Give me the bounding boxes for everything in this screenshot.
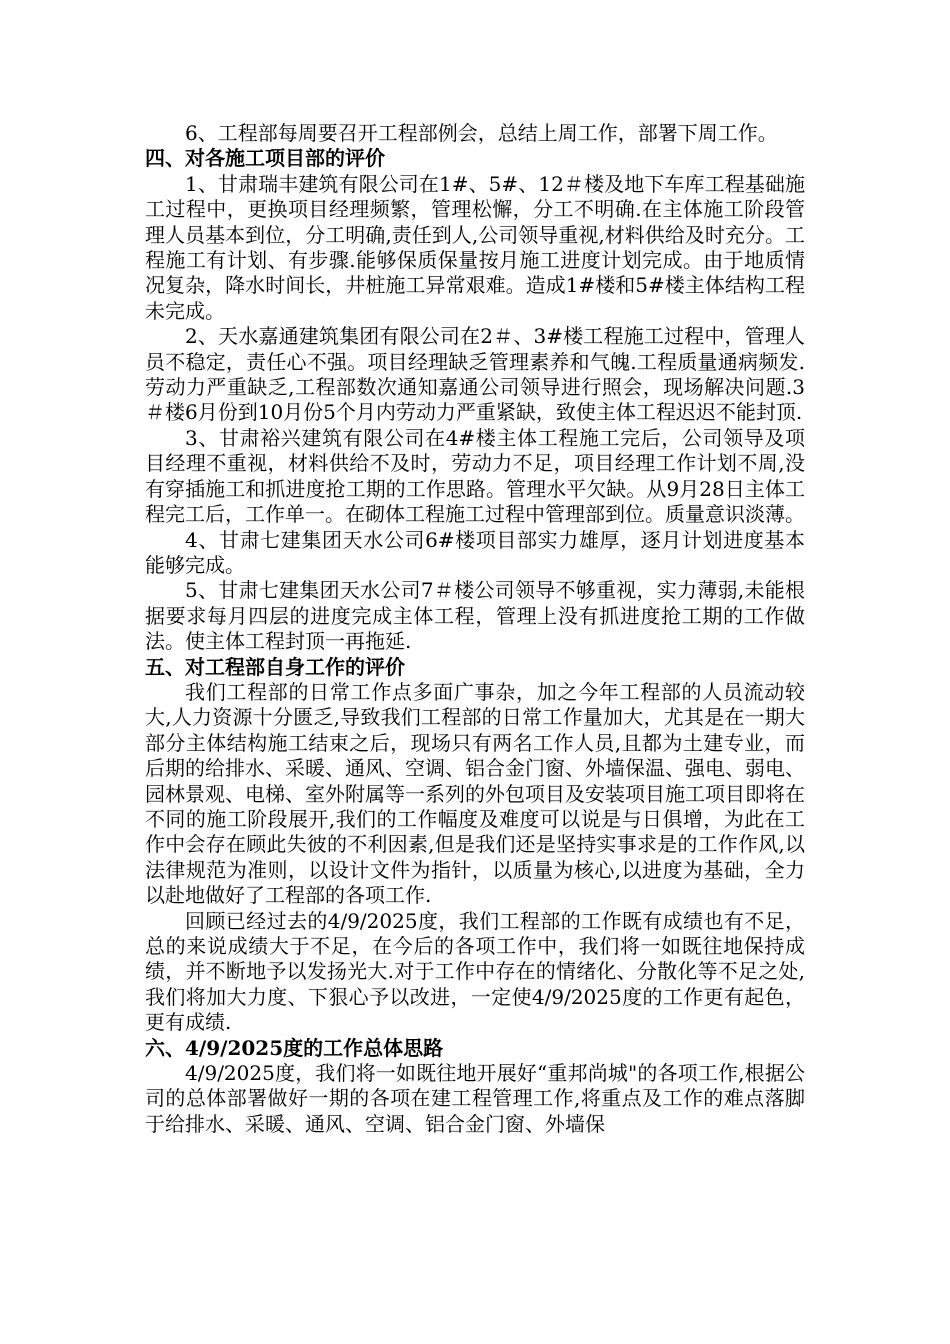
document-page [145, 121, 805, 1137]
paragraph-review: 回顾已经过去的4/9/2025度，我们工程部的工作既有成绩也有不足，总的来说成绩大于不足，在今后的各项工作中，我们将一如既往地保持成绩，并不断地予以发扬光大.对于工作中存在的情绪化、分散化等不足之处,我们将加大力度、下狠心予以改进，一定使4/9/2025度的工作更有起色，更有成绩. [145, 908, 805, 1035]
paragraph-evaluation-4: 4、甘肃七建集团天水公司6#楼项目部实力雄厚，逐月计划进度基本能够完成。 [145, 527, 805, 577]
paragraph-evaluation-2: 2、天水嘉通建筑集团有限公司在2＃、3#楼工程施工过程中，管理人员不稳定，责任心不强。项目经理缺乏管理素养和气魄.工程质量通病频发.劳动力严重缺乏,工程部数次通知嘉通公司领导进行照会，现场解决问题.3＃楼6月份到10月份5个月内劳动力严重紧缺，致使主体工程迟迟不能封顶. [145, 324, 805, 425]
section-heading-6: 六、4/9/2025度的工作总体思路 [145, 1035, 444, 1060]
paragraph-weekly-meeting: 6、工程部每周要召开工程部例会，总结上周工作，部署下周工作。 [185, 121, 778, 145]
section-heading-5: 五、对工程部自身工作的评价 [145, 654, 405, 679]
paragraph-evaluation-5: 5、甘肃七建集团天水公司7＃楼公司领导不够重视，实力薄弱,未能根据要求每月四层的进度完成主体工程，管理上没有抓进度抢工期的工作做法。使主体工程封顶一再拖延. [145, 578, 805, 654]
paragraph-plan: 4/9/2025度，我们将一如既往地开展好“重邦尚城"的各项工作,根据公司的总体部署做好一期的各项在建工程管理工作,将重点及工作的难点落脚于给排水、采暖、通风、空调、铝合金门窗、外墙保 [145, 1061, 805, 1136]
paragraph-self-evaluation: 我们工程部的日常工作点多面广事杂，加之今年工程部的人员流动较大,人力资源十分匮乏,导致我们工程部的日常工作量加大，尤其是在一期大部分主体结构施工结束之后，现场只有两名工作人员,且都为土建专业，而后期的给排水、采暖、通风、空调、铝合金门窗、外墙保温、强电、弱电、园林景观、电梯、室外附属等一系列的外包项目及安装项目施工项目即将在不同的施工阶段展开,我们的工作幅度及难度可以说是与日俱增，为此在工作中会存在顾此失彼的不利因素,但是我们还是坚持实事求是的工作作风,以法律规范为准则，以设计文件为指针，以质量为核心,以进度为基础，全力以赴地做好了工程部的各项工作. [145, 679, 805, 908]
paragraph-evaluation-1: 1、甘肃瑞丰建筑有限公司在1#、5#、12＃楼及地下车库工程基础施工过程中，更换项目经理频繁，管理松懈，分工不明确.在主体施工阶段管理人员基本到位，分工明确,责任到人,公司领导重视,材料供给及时充分。工程施工有计划、有步骤.能够保质保量按月施工进度计划完成。由于地质情况复杂，降水时间长，井桩施工异常艰难。造成1#楼和5#楼主体结构工程未完成。 [145, 171, 805, 323]
paragraph-evaluation-3: 3、甘肃裕兴建筑有限公司在4#楼主体工程施工完后，公司领导及项目经理不重视，材料供给不及时，劳动力不足，项目经理工作计划不周,没有穿插施工和抓进度抢工期的工作思路。管理水平欠缺。从9月28日主体工程完工后，工作单一。在砌体工程施工过程中管理部到位。质量意识淡薄。 [145, 425, 805, 527]
section-heading-4: 四、对各施工项目部的评价 [145, 146, 385, 171]
